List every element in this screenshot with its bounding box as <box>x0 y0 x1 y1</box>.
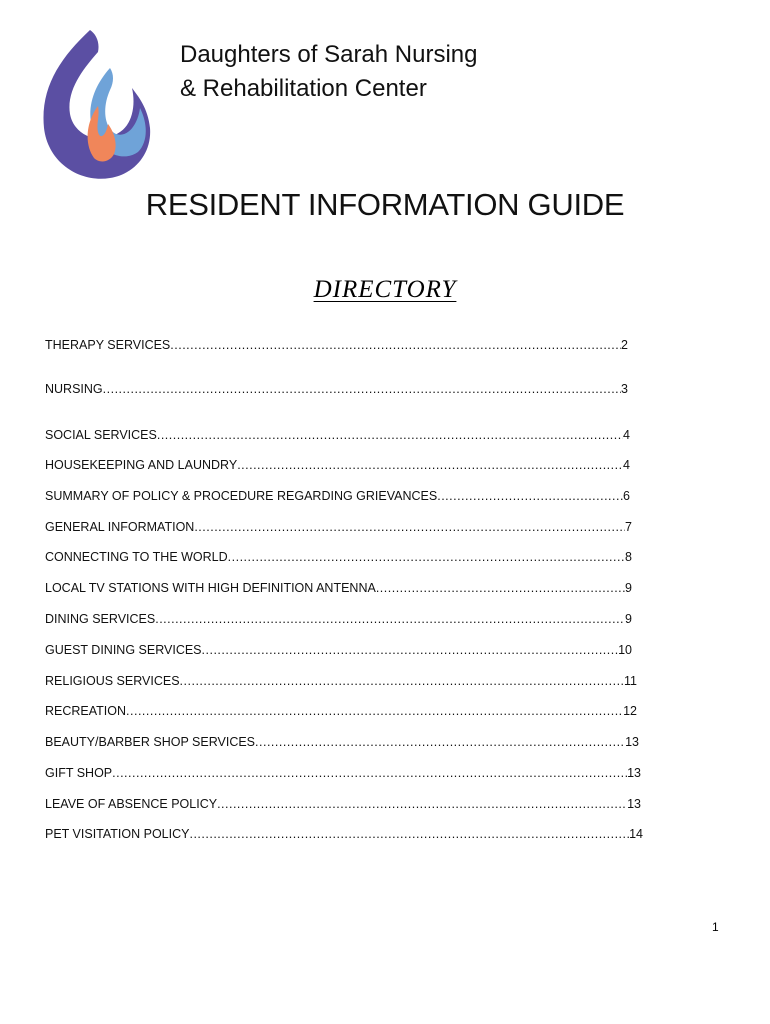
toc-entry-label: HOUSEKEEPING AND LAUNDRY <box>45 458 238 472</box>
toc-dot-leader <box>157 428 623 442</box>
toc-entry-label: NURSING <box>45 382 103 396</box>
toc-entry-label: RELIGIOUS SERVICES <box>45 674 180 688</box>
toc-entry-label: THERAPY SERVICES <box>45 338 171 352</box>
toc-entry-label: PET VISITATION POLICY <box>45 827 190 841</box>
toc-entry-page: 4 <box>623 428 630 442</box>
toc-dot-leader <box>126 704 623 718</box>
toc-entry-page: 2 <box>621 338 628 352</box>
toc-entry-label: SOCIAL SERVICES <box>45 428 157 442</box>
toc-entry[interactable] <box>45 382 628 402</box>
toc-entry-page: 13 <box>627 797 641 811</box>
toc-entry-page: 9 <box>625 612 632 626</box>
toc-entry[interactable] <box>45 428 630 448</box>
directory-heading-text: DIRECTORY <box>313 276 457 303</box>
toc-entry-page: 12 <box>623 704 637 718</box>
toc-entry[interactable] <box>45 520 632 540</box>
toc-entry[interactable] <box>45 489 630 509</box>
toc-entry[interactable] <box>45 643 632 663</box>
organization-name-line-2: & Rehabilitation Center <box>180 75 427 102</box>
toc-dot-leader <box>202 643 619 657</box>
toc-entry-page: 8 <box>625 550 632 564</box>
page-number: 1 <box>712 920 719 934</box>
toc-entry[interactable] <box>45 458 630 478</box>
toc-dot-leader <box>170 338 621 352</box>
toc-entry-page: 7 <box>625 520 632 534</box>
toc-dot-leader <box>112 766 627 780</box>
toc-entry[interactable] <box>45 704 637 724</box>
toc-dot-leader <box>237 458 623 472</box>
toc-dot-leader <box>255 735 625 749</box>
toc-entry[interactable] <box>45 766 641 786</box>
toc-entry[interactable] <box>45 735 639 755</box>
directory-heading <box>0 276 770 304</box>
toc-entry-page: 14 <box>629 827 643 841</box>
toc-entry-page: 13 <box>627 766 641 780</box>
toc-entry-label: LEAVE OF ABSENCE POLICY <box>45 797 218 811</box>
flame-logo-icon <box>40 28 156 184</box>
toc-entry-label: GENERAL INFORMATION <box>45 520 195 534</box>
toc-dot-leader <box>228 550 625 564</box>
toc-entry-label: SUMMARY OF POLICY & PROCEDURE REGARDING GRIEVANCES <box>45 489 438 503</box>
toc-entry[interactable] <box>45 612 632 632</box>
toc-entry[interactable] <box>45 338 628 358</box>
toc-entry-page: 4 <box>623 458 630 472</box>
toc-entry-label: RECREATION <box>45 704 127 718</box>
toc-entry-label: GIFT SHOP <box>45 766 113 780</box>
toc-entry-page: 11 <box>624 674 637 688</box>
toc-entry-page: 3 <box>621 382 628 396</box>
toc-dot-leader <box>437 489 623 503</box>
toc-dot-leader <box>155 612 625 626</box>
organization-name-line-1: Daughters of Sarah Nursing <box>180 41 478 68</box>
toc-entry-label: GUEST DINING SERVICES <box>45 643 202 657</box>
toc-entry-page: 6 <box>623 489 630 503</box>
toc-entry-page: 9 <box>625 581 632 595</box>
toc-dot-leader <box>217 797 627 811</box>
document-title: RESIDENT INFORMATION GUIDE <box>145 187 625 222</box>
toc-entry-label: LOCAL TV STATIONS WITH HIGH DEFINITION ANTENNA <box>45 581 376 595</box>
toc-entry-label: DINING SERVICES <box>45 612 156 626</box>
toc-entry-label: CONNECTING TO THE WORLD <box>45 550 228 564</box>
toc-entry-page: 13 <box>625 735 639 749</box>
toc-entry-page: 10 <box>618 643 632 657</box>
toc-dot-leader <box>376 581 625 595</box>
toc-entry[interactable] <box>45 797 641 817</box>
toc-entry-label: BEAUTY/BARBER SHOP SERVICES <box>45 735 256 749</box>
toc-dot-leader <box>103 382 621 396</box>
toc-dot-leader <box>180 674 624 688</box>
toc-entry[interactable] <box>45 581 632 601</box>
toc-dot-leader <box>189 827 629 841</box>
toc-entry[interactable] <box>45 550 632 570</box>
toc-entry[interactable] <box>45 674 637 694</box>
toc-dot-leader <box>194 520 625 534</box>
toc-entry[interactable] <box>45 827 643 847</box>
organization-name <box>180 38 478 106</box>
